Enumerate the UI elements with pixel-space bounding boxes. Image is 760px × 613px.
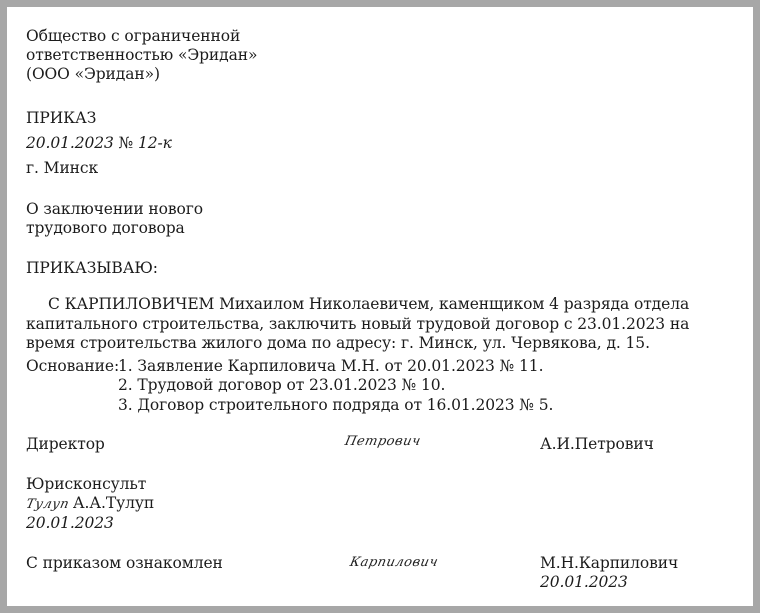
doc-date: 20.01.2023 [26, 134, 114, 152]
basis-item: 1. Заявление Карпиловича М.Н. от 20.01.2023 № 11. [118, 357, 544, 375]
basis-item: 2. Трудовой договор от 23.01.2023 № 10. [118, 376, 446, 394]
lawyer-name: А.А.Тулуп [72, 494, 155, 512]
basis-item: 3. Договор строительного подряда от 16.01.2023 № 5. [118, 396, 554, 414]
org-short-name: (ООО «Эридан») [26, 65, 160, 83]
director-title: Директор [26, 435, 105, 453]
doc-place: г. Минск [26, 159, 99, 177]
org-name-line1: Общество с ограниченной [26, 27, 241, 45]
lawyer-date: 20.01.2023 [26, 514, 114, 532]
order-word: ПРИКАЗЫВАЮ: [26, 259, 158, 277]
employee-signature: Карпилович [348, 555, 440, 570]
lawyer-signature: Тулуп [24, 497, 71, 512]
doc-date-number [26, 133, 172, 153]
subject-line1: О заключении нового [26, 200, 203, 218]
director-signature: Петрович [343, 434, 423, 449]
director-name: А.И.Петрович [540, 435, 654, 453]
lawyer-title: Юрисконсульт [26, 475, 147, 493]
order-paragraph: С КАРПИЛОВИЧЕМ Михаилом Николаевичем, каменщиком 4 разряда отдела капитального строительства, заключить новый трудовой договор с 23.01.2023 на время строительства жилого дома по адресу: г. Минск, ул. Червякова, д. 15. [26, 295, 690, 352]
basis-label: Основание: [26, 357, 120, 375]
org-name-line2: ответственностью «Эридан» [26, 46, 258, 64]
employee-date: 20.01.2023 [540, 573, 628, 591]
doc-number-sign: № [118, 134, 134, 152]
subject-line2: трудового договора [26, 219, 185, 237]
doc-number: 12-к [137, 134, 172, 152]
acquainted-title: С приказом ознакомлен [26, 554, 223, 572]
lawyer-visa [26, 493, 154, 515]
doc-type: ПРИКАЗ [26, 109, 97, 127]
employee-name: М.Н.Карпилович [540, 554, 679, 572]
